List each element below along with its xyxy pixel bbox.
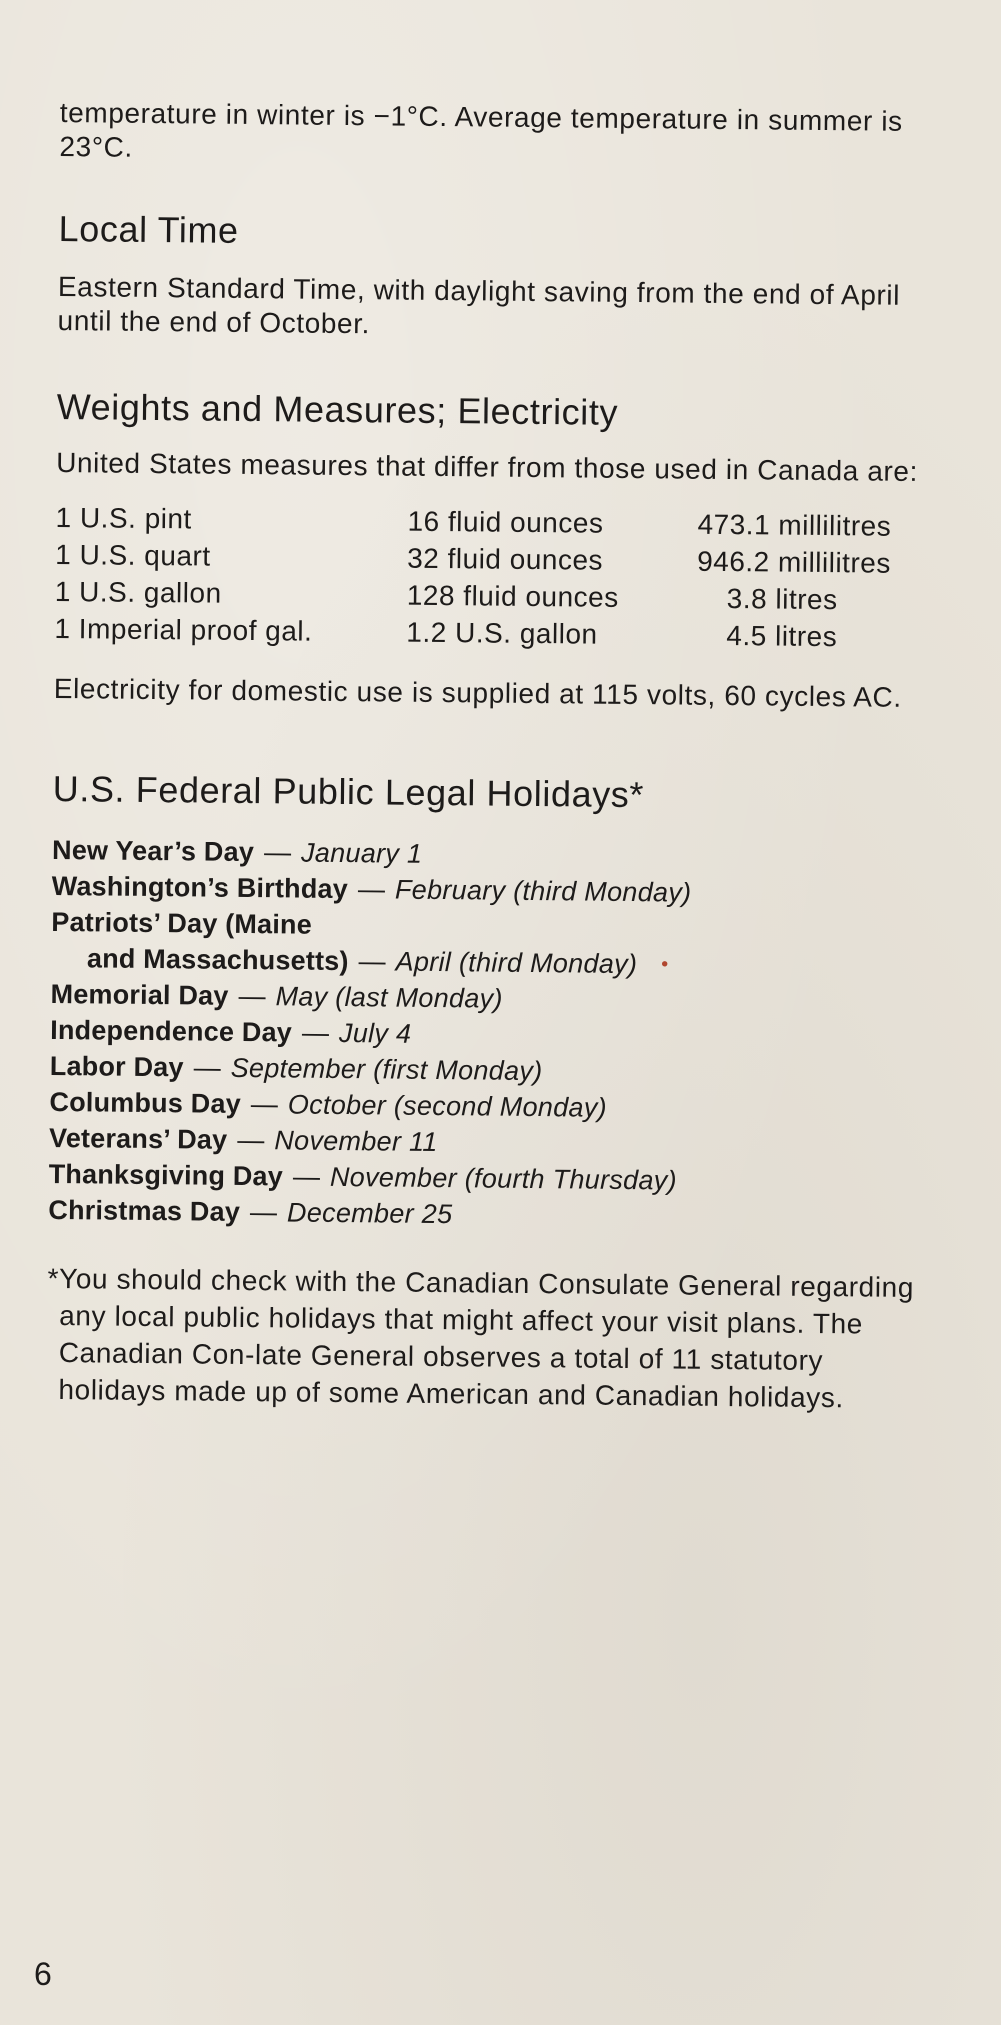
ink-dot-mark: • [661,953,669,976]
holiday-date: November (fourth Thursday) [329,1161,678,1196]
holiday-date: April (third Monday) [395,946,638,980]
measure-ounces: 16 fluid ounces [407,505,604,539]
table-row [54,613,890,659]
holiday-name: Christmas Day [48,1194,241,1227]
measure-unit: 1 U.S. pint [55,501,192,535]
holidays-footnote: *You should check with the Canadian Consulate General regarding any local public holidays that might affect your visit plans. The Canadian Con-late General observes a total of 11 statutory holidays made up of some American and Canadian holidays. [47,1262,915,1414]
measures-intro-paragraph: United States measures that differ from those used in Canada are: [55,446,919,488]
local-time-heading: Local Time [58,207,239,251]
holiday-name: Patriots’ Day (Maine [51,906,313,940]
holiday-name: Veterans’ Day [48,1122,228,1155]
measure-unit: 1 U.S. quart [55,538,211,572]
holidays-heading: U.S. Federal Public Legal Holidays* [52,767,645,816]
page-content [46,96,950,1445]
measure-unit: 1 Imperial proof gal. [54,612,313,647]
local-time-paragraph: Eastern Standard Time, with daylight saving from the end of April until the end of October. [57,270,901,340]
holiday-date: October (second Monday) [287,1089,608,1123]
holiday-name: Independence Day [50,1014,293,1048]
measure-metric: 473.1 millilitres [697,508,892,542]
holiday-date: September (first Monday) [230,1052,543,1087]
dash: — [301,1017,330,1048]
measure-unit: 1 U.S. gallon [54,575,222,609]
measures-table [54,502,891,659]
electricity-paragraph: Electricity for domestic use is supplied at 115 volts, 60 cycles AC. [53,672,902,713]
measure-ounces: 32 fluid ounces [407,542,604,576]
dash: — [250,1089,279,1120]
holiday-name-continued: and Massachusetts) [86,943,349,977]
dash: — [292,1161,321,1192]
measure-ounces: 128 fluid ounces [406,579,619,613]
holiday-date: July 4 [338,1017,412,1049]
dash: — [357,874,386,905]
measure-metric: 4.5 litres [726,620,838,653]
dash: — [263,837,292,868]
holiday-name: Memorial Day [50,978,229,1011]
temperature-paragraph: temperature in winter is −1°C. Average temperature in summer is 23°C. [59,96,903,163]
dash: — [193,1052,221,1083]
holiday-name: Labor Day [49,1050,184,1083]
holiday-date: January 1 [300,837,423,869]
holiday-date: November 11 [274,1125,438,1158]
dash: — [249,1197,278,1228]
holiday-name: Columbus Day [49,1086,242,1119]
holidays-list [48,832,942,1237]
dash: — [237,1124,265,1156]
holiday-name: Thanksgiving Day [48,1158,284,1192]
measure-metric: 946.2 millilitres [697,545,891,579]
holiday-name: New Year’s Day [51,834,255,868]
holiday-name: Washington’s Birthday [51,870,349,905]
measure-metric: 3.8 litres [726,583,838,616]
dash: — [358,946,386,977]
holiday-date: December 25 [286,1197,453,1230]
dash: — [238,980,266,1012]
measure-ounces: 1.2 U.S. gallon [406,616,598,650]
weights-measures-heading: Weights and Measures; Electricity [56,385,619,433]
page-number: 6 [34,1956,52,1992]
holiday-date: May (last Monday) [275,981,503,1014]
holiday-date: February (third Monday) [394,874,692,908]
